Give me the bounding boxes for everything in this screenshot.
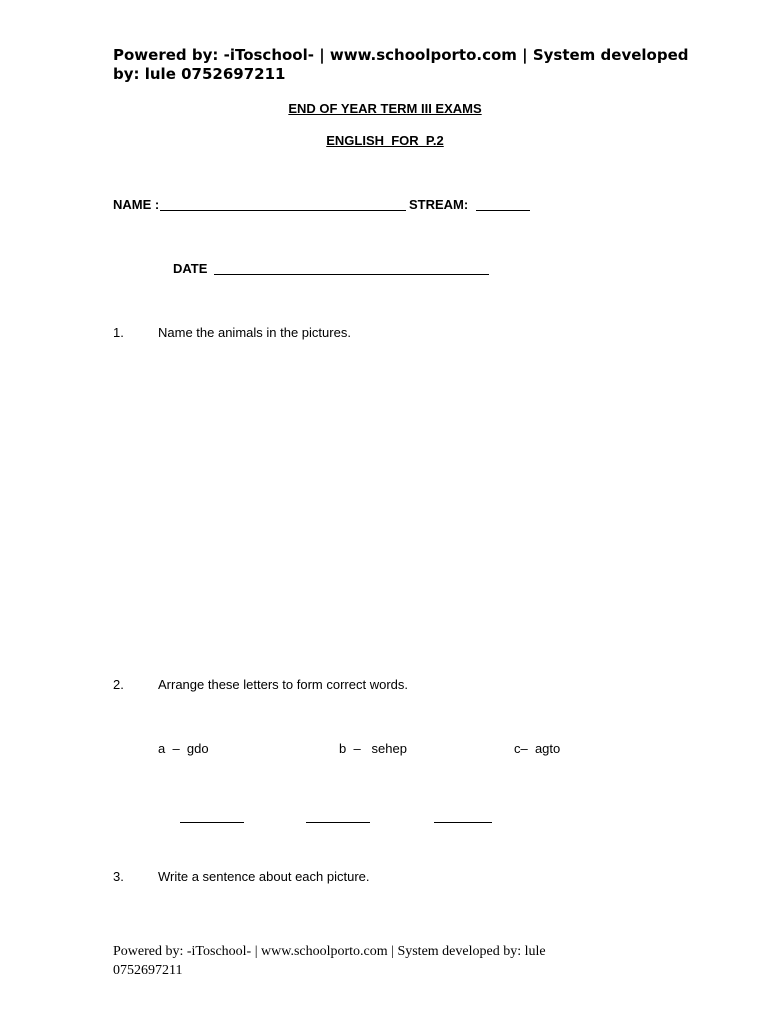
- question-2-text: Arrange these letters to form correct words.: [158, 677, 408, 692]
- page-header: [113, 46, 689, 84]
- header-line-2: by: lule 0752697211: [113, 65, 286, 83]
- name-blank[interactable]: [160, 210, 406, 211]
- scrambled-word-b: b – sehep: [339, 741, 407, 756]
- answer-blank-a[interactable]: [180, 822, 244, 823]
- scrambled-word-c: c– agto: [514, 741, 561, 756]
- question-3-text: Write a sentence about each picture.: [158, 869, 370, 884]
- stream-blank[interactable]: [476, 210, 530, 211]
- date-label: DATE: [173, 261, 208, 276]
- question-1-number: 1.: [113, 325, 124, 340]
- question-1-text: Name the animals in the pictures.: [158, 325, 351, 340]
- scrambled-word-a: a – gdo: [158, 741, 209, 756]
- header-line-1: Powered by: -iToschool- | www.schoolporto.com | System developed: [113, 46, 689, 64]
- answer-blank-c[interactable]: [434, 822, 492, 823]
- footer-line-1: Powered by: -iToschool- | www.schoolporto.com | System developed by: lule: [113, 944, 546, 959]
- question-2-number: 2.: [113, 677, 124, 692]
- name-label: NAME :: [113, 197, 160, 212]
- exam-title: END OF YEAR TERM III EXAMS: [288, 101, 482, 116]
- question-3-number: 3.: [113, 869, 124, 884]
- page-footer: [113, 942, 546, 980]
- footer-line-2: 0752697211: [113, 963, 183, 978]
- stream-label: STREAM:: [409, 197, 469, 212]
- answer-blank-b[interactable]: [306, 822, 370, 823]
- subject-title: ENGLISH FOR P.2: [326, 133, 444, 148]
- date-blank[interactable]: [214, 274, 489, 275]
